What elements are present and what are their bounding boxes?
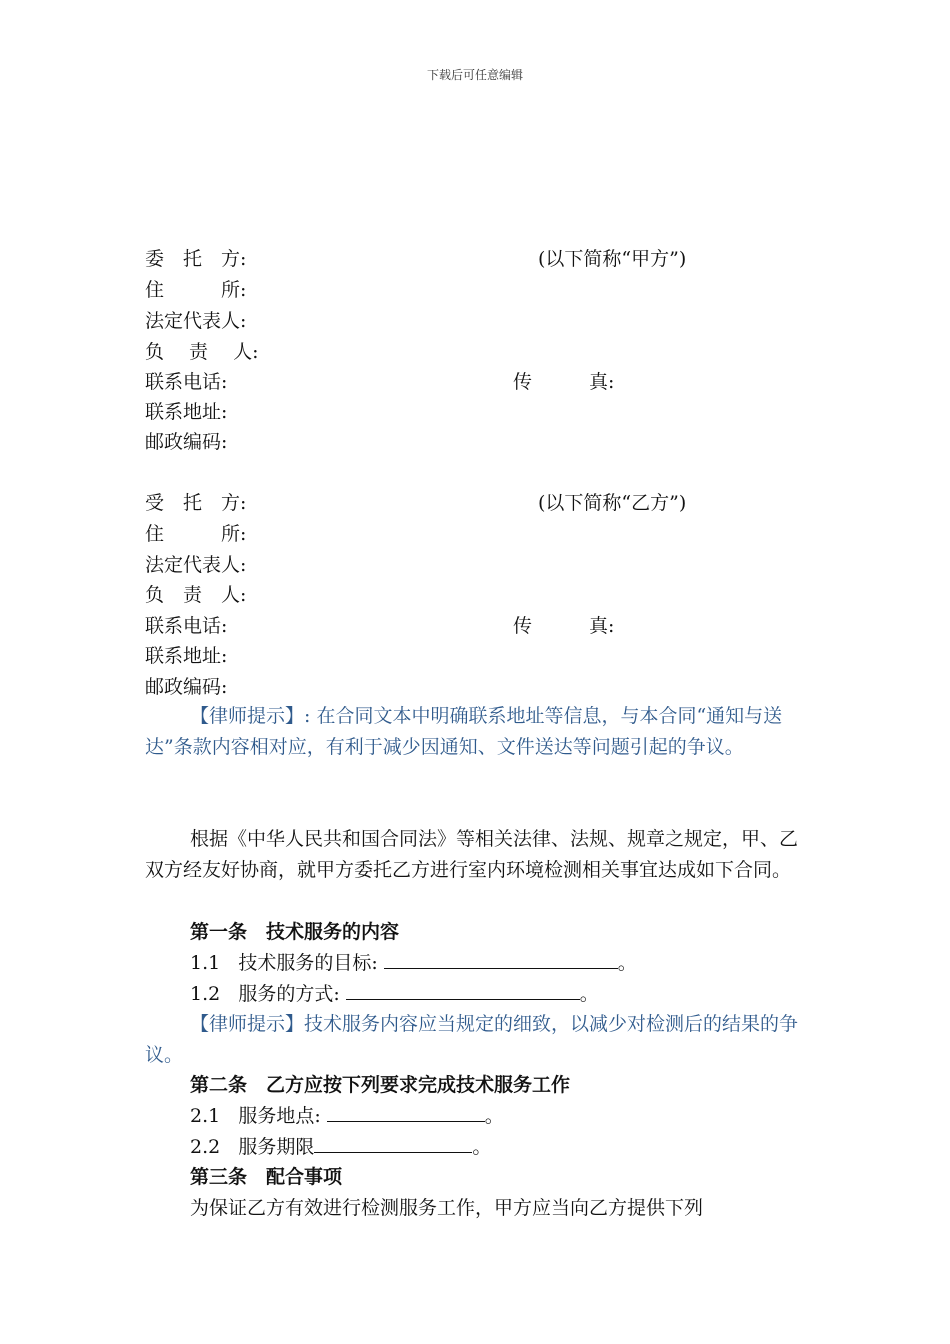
party-b-person-in-charge-label: 负 责 人: <box>145 584 247 606</box>
article-1-item-1 <box>190 948 790 979</box>
lawyer-tip-text: 技术服务内容应当规定的细致，以减少对检测后的结果的争议。 <box>145 1013 799 1066</box>
party-a-legal-rep-label: 法定代表人: <box>145 310 247 332</box>
party-a-client-label: 委 托 方: <box>145 248 247 270</box>
item-label: 服务的方式: <box>238 983 340 1005</box>
article-2-item-2 <box>190 1132 790 1163</box>
service-method-blank[interactable] <box>346 981 580 1000</box>
party-a-fax-label: 传 真: <box>513 371 615 393</box>
item-period: 。 <box>472 1136 492 1158</box>
service-location-blank[interactable] <box>327 1103 485 1122</box>
item-number: 2.2 <box>190 1136 221 1158</box>
lawyer-tip-text: : 在合同文本中明确联系地址等信息，与本合同“通知与送达”条款内容相对应，有利于减少因通知、文件送达等问题引起的争议。 <box>145 705 783 758</box>
item-number: 2.1 <box>190 1105 221 1127</box>
party-b-trustee-label: 受 托 方: <box>145 492 247 514</box>
item-period: 。 <box>579 983 599 1005</box>
lawyer-tip-1 <box>145 701 805 763</box>
article-3-text: 为保证乙方有效进行检测服务工作，甲方应当向乙方提供下列 <box>190 1197 704 1219</box>
service-period-blank[interactable] <box>314 1134 472 1153</box>
lawyer-tip-2 <box>145 1009 805 1071</box>
party-a-address-label: 住 所: <box>145 279 247 301</box>
party-b-legal-rep-label: 法定代表人: <box>145 554 247 576</box>
item-label: 服务地点: <box>238 1105 321 1127</box>
article-1-item-2 <box>190 979 790 1010</box>
party-a-alias: (以下简称“甲方”) <box>538 248 687 270</box>
contract-intro: 根据《中华人民共和国合同法》等相关法律、法规、规章之规定，甲、乙双方经友好协商，就甲方委托乙方进行室内环境检测相关事宜达成如下合同。 <box>145 828 799 881</box>
party-b-address-label: 住 所: <box>145 523 247 545</box>
item-number: 1.1 <box>190 952 221 974</box>
article-3-title: 第三条 配合事项 <box>190 1166 343 1188</box>
article-2-item-1 <box>190 1101 790 1132</box>
party-b-fax-label: 传 真: <box>513 615 615 637</box>
item-label: 服务期限 <box>238 1136 315 1158</box>
lawyer-tip-label: 【律师提示】 <box>190 1013 305 1035</box>
item-period: 。 <box>617 952 637 974</box>
party-b-alias: (以下简称“乙方”) <box>538 492 687 514</box>
party-b-phone-label: 联系电话: <box>145 615 228 637</box>
lawyer-tip-label: 【律师提示】 <box>190 705 305 727</box>
party-b-contact-address-label: 联系地址: <box>145 645 228 667</box>
item-label: 技术服务的目标: <box>238 952 378 974</box>
party-a-phone-label: 联系电话: <box>145 371 228 393</box>
article-1-title: 第一条 技术服务的内容 <box>190 921 400 943</box>
party-a-contact-address-label: 联系地址: <box>145 401 228 423</box>
page-header: 下载后可任意编辑 <box>426 68 523 82</box>
article-2-title: 第二条 乙方应按下列要求完成技术服务工作 <box>190 1074 571 1096</box>
party-b-postcode-label: 邮政编码: <box>145 676 228 698</box>
item-period: 。 <box>484 1105 504 1127</box>
service-goal-blank[interactable] <box>384 950 618 969</box>
party-a-postcode-label: 邮政编码: <box>145 431 228 453</box>
party-a-person-in-charge-label: 负 责 人: <box>145 341 259 363</box>
item-number: 1.2 <box>190 983 221 1005</box>
